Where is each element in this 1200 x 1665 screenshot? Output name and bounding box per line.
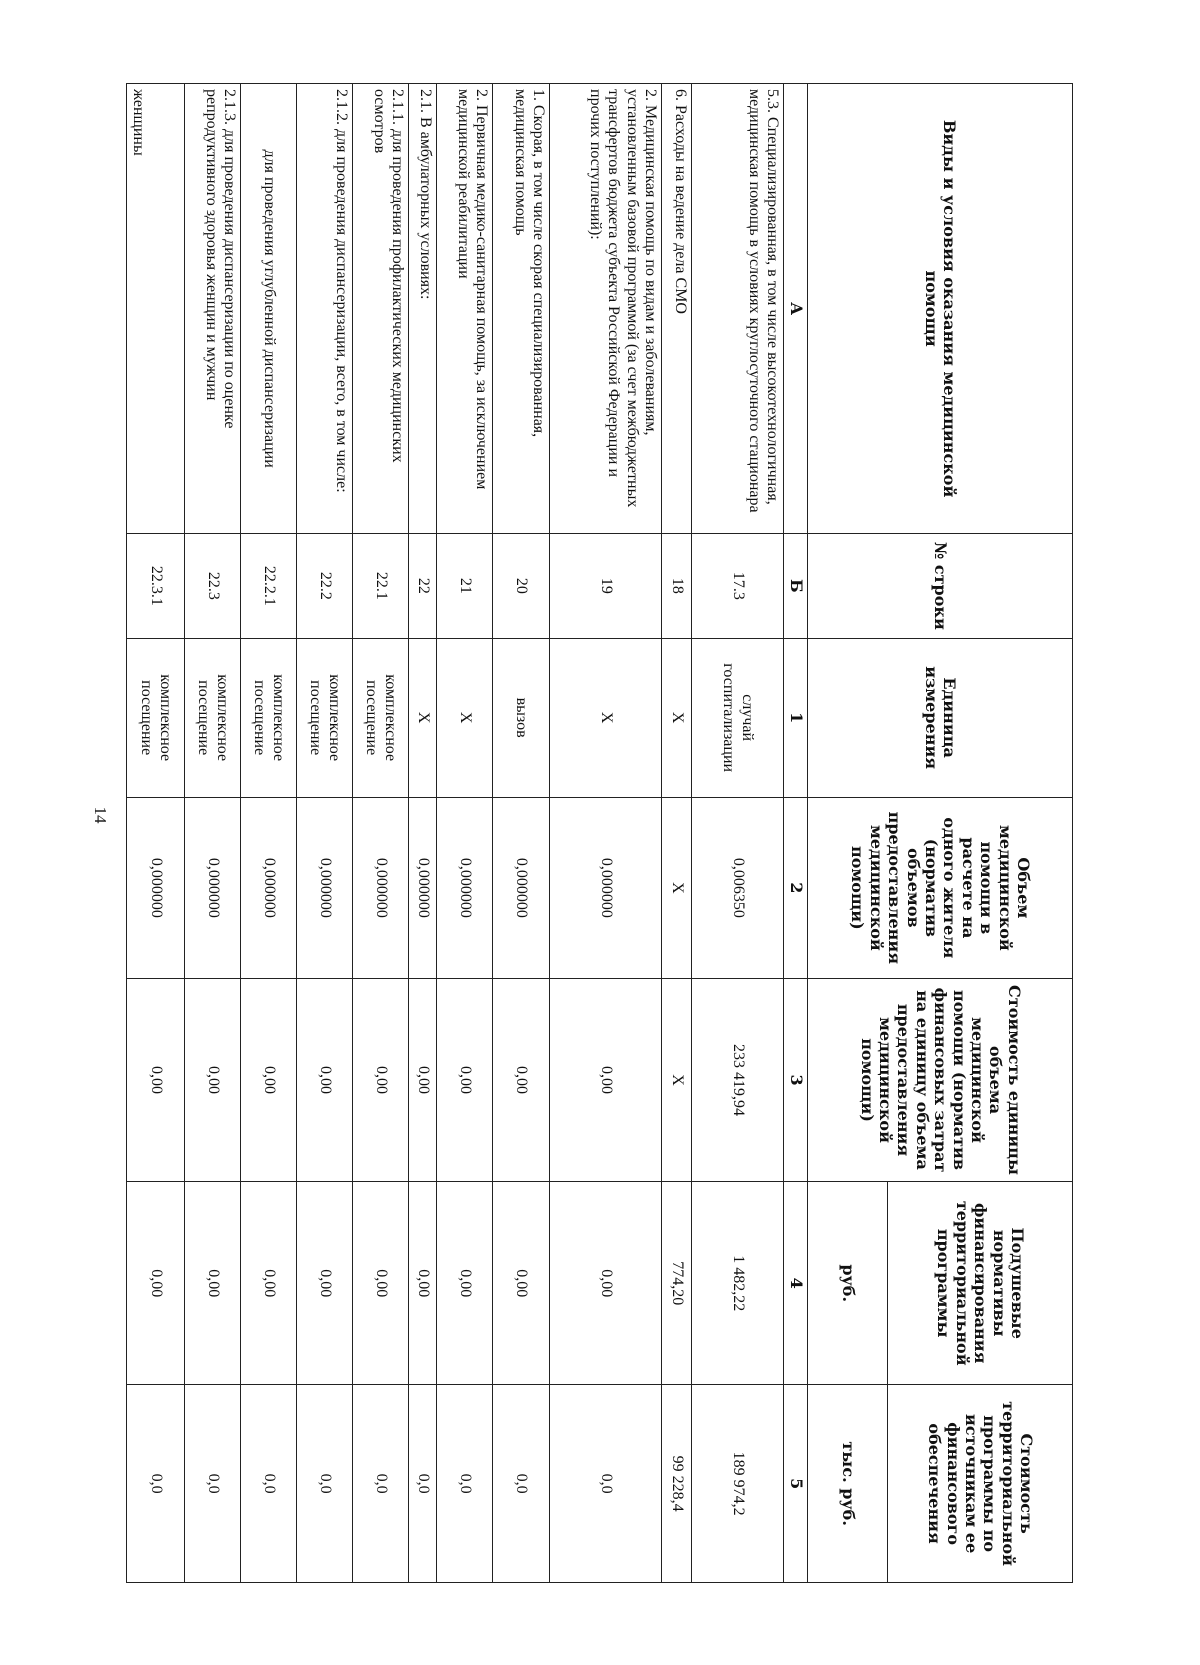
unit-cost-cell: 0,00 — [185, 978, 241, 1181]
table-row — [297, 84, 353, 1583]
unit-cost-cell: 233 419,94 — [692, 978, 784, 1181]
care-type-cell: 6. Расходы на ведение дела СМО — [662, 84, 692, 534]
unit-cell: X — [409, 638, 437, 797]
unit-cell: комплексное посещение — [185, 638, 241, 797]
row-number-cell: 22 — [409, 534, 437, 638]
per-capita-cell: 0,00 — [550, 1182, 662, 1385]
program-cost-cell: 0,0 — [241, 1385, 297, 1583]
row-number-cell: 18 — [662, 534, 692, 638]
row-number-cell: 22.2.1 — [241, 534, 297, 638]
care-type-cell: женщины — [127, 84, 185, 534]
unit-cost-cell: 0,00 — [241, 978, 297, 1181]
program-cost-cell: 99 228,4 — [662, 1385, 692, 1583]
column-number: 3 — [784, 978, 808, 1181]
per-capita-cell: 774,20 — [662, 1182, 692, 1385]
column-number: 1 — [784, 638, 808, 797]
per-capita-cell: 0,00 — [185, 1182, 241, 1385]
volume-cell: 0,000000 — [437, 797, 493, 978]
header-unit: Единица измерения — [808, 638, 1073, 797]
care-type-cell: для проведения углубленной диспансеризации — [241, 84, 297, 534]
unit-cell: комплексное посещение — [297, 638, 353, 797]
volume-cell: 0,000000 — [353, 797, 409, 978]
care-type-cell: 2.1. В амбулаторных условиях: — [409, 84, 437, 534]
header-unit-thousand-rub: тыс. руб. — [808, 1385, 888, 1583]
header-unit-cost: Стоимость единицы объема медицинской помощи (норматив финансовых затрат на единицу объема предоставления медицинской помощи) — [808, 978, 1073, 1181]
per-capita-cell: 0,00 — [127, 1182, 185, 1385]
table-row — [692, 84, 784, 1583]
volume-cell: X — [662, 797, 692, 978]
header-care-type: Виды и условия оказания медицинской помощи — [808, 84, 1073, 534]
volume-cell: 0,006350 — [692, 797, 784, 978]
care-type-cell: 1. Скорая, в том числе скорая специализированная, медицинская помощь — [493, 84, 550, 534]
unit-cell: X — [662, 638, 692, 797]
row-number-cell: 22.2 — [297, 534, 353, 638]
unit-cost-cell: 0,00 — [353, 978, 409, 1181]
unit-cell: комплексное посещение — [241, 638, 297, 797]
header-row-number: № строки — [808, 534, 1073, 638]
care-type-cell: 5.3. Специализированная, в том числе высокотехнологичная, медицинская помощь в условиях круглосуточного стационара — [692, 84, 784, 534]
care-type-cell: 2.1.2. для проведения диспансеризации, всего, в том числе: — [297, 84, 353, 534]
volume-cell: 0,000000 — [241, 797, 297, 978]
column-number: 5 — [784, 1385, 808, 1583]
column-number: 2 — [784, 797, 808, 978]
table-row — [241, 84, 297, 1583]
per-capita-cell: 0,00 — [297, 1182, 353, 1385]
volume-cell: 0,000000 — [127, 797, 185, 978]
program-cost-cell: 0,0 — [493, 1385, 550, 1583]
per-capita-cell: 0,00 — [353, 1182, 409, 1385]
program-cost-cell: 0,0 — [437, 1385, 493, 1583]
unit-cost-cell: 0,00 — [297, 978, 353, 1181]
rotated-table-wrapper — [130, 83, 1073, 1583]
row-number-cell: 20 — [493, 534, 550, 638]
care-type-cell: 2. Первичная медико-санитарная помощь, за исключением медицинской реабилитации — [437, 84, 493, 534]
table-row — [353, 84, 409, 1583]
per-capita-cell: 1 482,22 — [692, 1182, 784, 1385]
per-capita-cell: 0,00 — [409, 1182, 437, 1385]
table-row — [409, 84, 437, 1583]
header-unit-rub: руб. — [808, 1182, 888, 1385]
header-program-cost: Стоимость территориальной программы по источникам ее финансового обеспечения — [888, 1385, 1073, 1583]
page-number: 14 — [91, 806, 110, 824]
unit-cost-cell: 0,00 — [127, 978, 185, 1181]
column-number: Б — [784, 534, 808, 638]
row-number-cell: 17.3 — [692, 534, 784, 638]
unit-cost-cell: 0,00 — [550, 978, 662, 1181]
program-cost-cell: 0,0 — [297, 1385, 353, 1583]
unit-cost-cell: 0,00 — [409, 978, 437, 1181]
header-volume-per-resident: Объем медицинской помощи в расчете на одного жителя (норматив объемов предоставления медицинской помощи) — [808, 797, 1073, 978]
table-row — [127, 84, 185, 1583]
program-cost-cell: 0,0 — [185, 1385, 241, 1583]
table-row — [437, 84, 493, 1583]
unit-cell: X — [550, 638, 662, 797]
unit-cost-cell: 0,00 — [493, 978, 550, 1181]
row-number-cell: 22.3 — [185, 534, 241, 638]
unit-cell: комплексное посещение — [353, 638, 409, 797]
care-type-cell: 2.1.3. для проведения диспансеризации по оценке репродуктивного здоровья женщин и мужчин — [185, 84, 241, 534]
volume-cell: 0,000000 — [297, 797, 353, 978]
unit-cell: X — [437, 638, 493, 797]
unit-cell: случай госпитализации — [692, 638, 784, 797]
care-type-cell: 2. Медицинская помощь по видам и заболеваниям, установленным базовой программой (за счет межбюджетных трансфертов бюджета субъекта Российской Федерации и прочих поступлений): — [550, 84, 662, 534]
row-number-cell: 21 — [437, 534, 493, 638]
column-number: 4 — [784, 1182, 808, 1385]
row-number-cell: 22.1 — [353, 534, 409, 638]
table-row — [550, 84, 662, 1583]
column-number: А — [784, 84, 808, 534]
unit-cost-cell: X — [662, 978, 692, 1181]
header-per-capita-standard: Подушевые нормативы финансирования территориальной программы — [888, 1182, 1073, 1385]
table-row — [185, 84, 241, 1583]
program-cost-cell: 189 974,2 — [692, 1385, 784, 1583]
unit-cell: вызов — [493, 638, 550, 797]
volume-cell: 0,000000 — [409, 797, 437, 978]
volume-cell: 0,000000 — [185, 797, 241, 978]
program-cost-cell: 0,0 — [550, 1385, 662, 1583]
row-number-cell: 19 — [550, 534, 662, 638]
unit-cost-cell: 0,00 — [437, 978, 493, 1181]
table-row — [662, 84, 692, 1583]
program-cost-cell: 0,0 — [127, 1385, 185, 1583]
volume-cell: 0,000000 — [493, 797, 550, 978]
per-capita-cell: 0,00 — [493, 1182, 550, 1385]
per-capita-cell: 0,00 — [437, 1182, 493, 1385]
medical-care-cost-table — [126, 83, 1073, 1583]
table-row — [493, 84, 550, 1583]
program-cost-cell: 0,0 — [353, 1385, 409, 1583]
volume-cell: 0,000000 — [550, 797, 662, 978]
row-number-cell: 22.3.1 — [127, 534, 185, 638]
care-type-cell: 2.1.1. для проведения профилактических медицинских осмотров — [353, 84, 409, 534]
per-capita-cell: 0,00 — [241, 1182, 297, 1385]
unit-cell: комплексное посещение — [127, 638, 185, 797]
program-cost-cell: 0,0 — [409, 1385, 437, 1583]
